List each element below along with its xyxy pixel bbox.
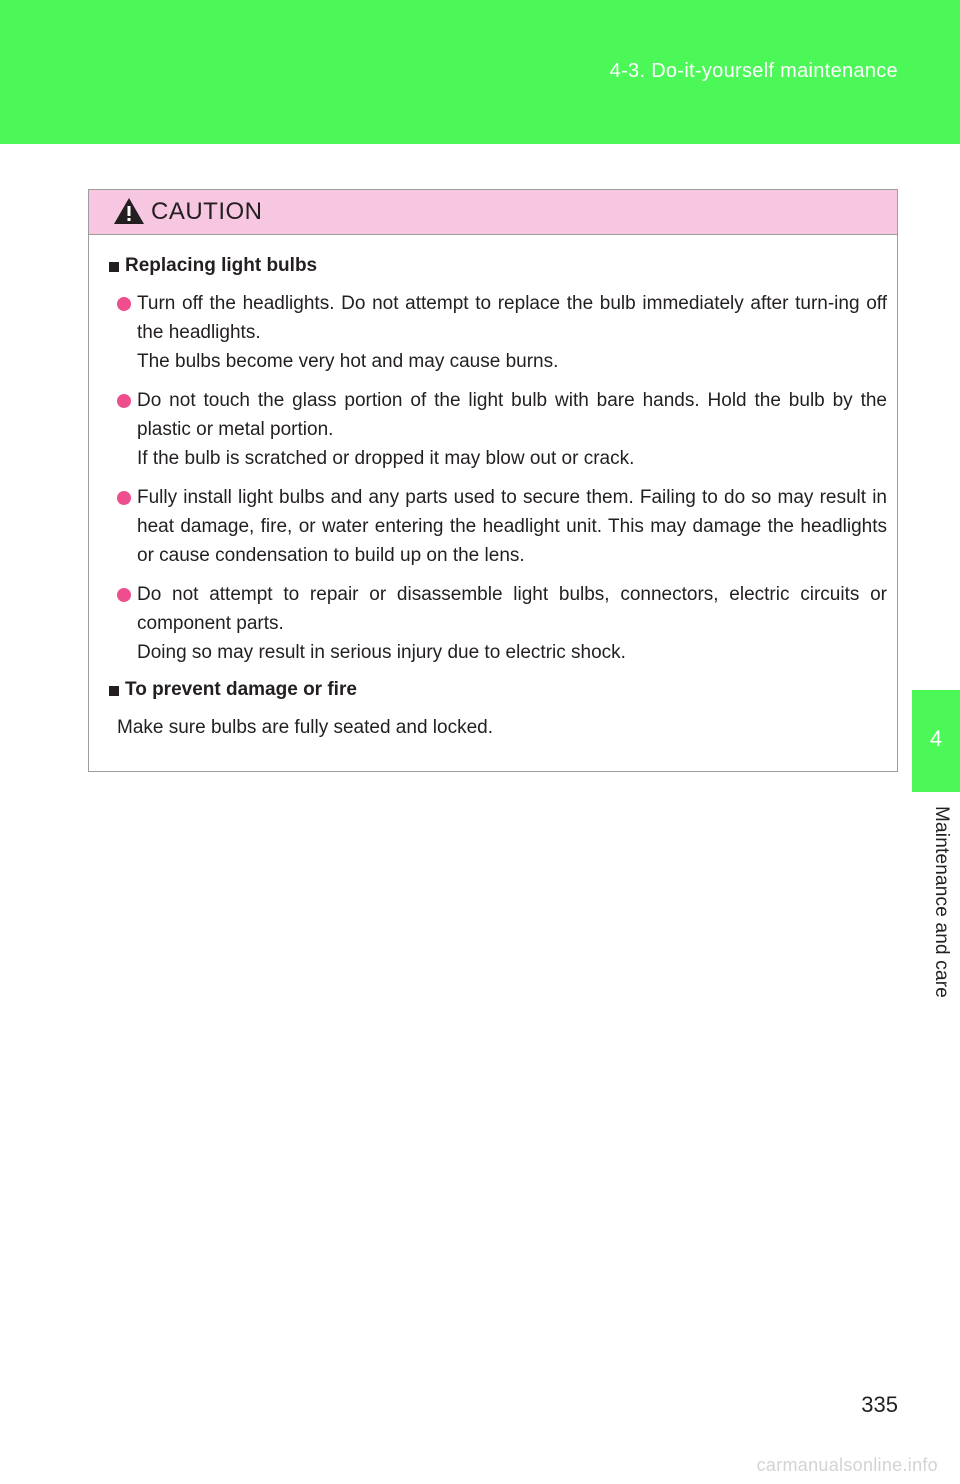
bullet-item — [109, 483, 887, 570]
bullet-text: Do not attempt to repair or disassemble light bulbs, connectors, electric circuits or component parts. — [137, 584, 887, 634]
chapter-number: 4 — [929, 726, 943, 751]
caution-body — [89, 235, 897, 742]
round-bullet-icon — [117, 394, 131, 408]
caution-box — [88, 189, 898, 772]
section-heading-text: Replacing light bulbs — [125, 255, 318, 276]
square-bullet-icon — [109, 262, 119, 272]
bullet-text: Fully install light bulbs and any parts used to secure them. Failing to do so may result in heat damage, fire, or water entering the headlight unit. This may damage the headlights or cause condensation to build up on the lens. — [137, 487, 887, 566]
chapter-tab[interactable] — [912, 690, 960, 792]
section-paragraph: Make sure bulbs are fully seated and locked. — [117, 717, 493, 738]
bullet-text: The bulbs become very hot and may cause burns. — [137, 351, 559, 372]
chapter-label: Maintenance and care — [931, 806, 952, 999]
bullet-item — [109, 289, 887, 376]
section-heading-text: To prevent damage or fire — [125, 679, 357, 700]
watermark: carmanualsonline.info — [756, 1455, 938, 1475]
round-bullet-icon — [117, 491, 131, 505]
section-heading-replacing-bulbs — [109, 253, 887, 279]
bullet-text: If the bulb is scratched or dropped it may blow out or crack. — [137, 448, 635, 469]
caution-title: CAUTION — [151, 198, 263, 225]
bullet-text: Turn off the headlights. Do not attempt to replace the bulb immediately after turn-ing off the headlights. — [137, 293, 887, 343]
section-heading-prevent-damage — [109, 677, 887, 703]
round-bullet-icon — [117, 588, 131, 602]
bullet-text: Do not touch the glass portion of the light bulb with bare hands. Hold the bulb by the plastic or metal portion. — [137, 390, 887, 440]
caution-header — [89, 190, 897, 235]
page-number: 335 — [861, 1392, 898, 1417]
warning-triangle-icon — [113, 197, 145, 225]
square-bullet-icon — [109, 686, 119, 696]
bullet-text: Doing so may result in serious injury due to electric shock. — [137, 642, 626, 663]
section-header-title: 4-3. Do-it-yourself maintenance — [609, 60, 898, 82]
bullet-item — [109, 386, 887, 473]
bullet-item — [109, 580, 887, 667]
round-bullet-icon — [117, 297, 131, 311]
